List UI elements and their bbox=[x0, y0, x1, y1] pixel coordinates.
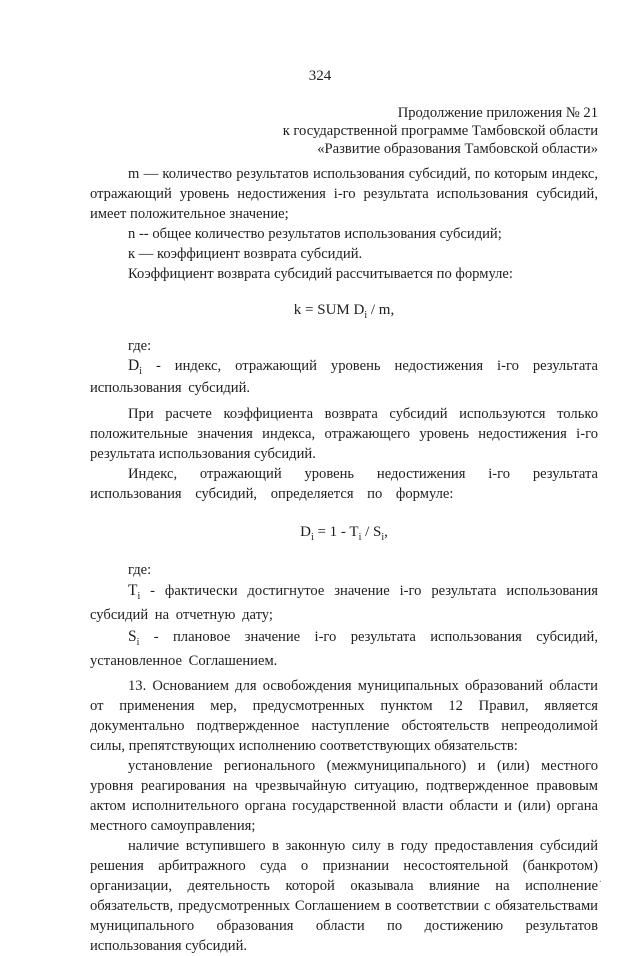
symbol-t: T bbox=[128, 582, 138, 599]
symbol-t-subscript: i bbox=[137, 591, 141, 602]
formula-k-lhs: k = SUM D bbox=[293, 302, 365, 318]
paragraph-positive-values: При расчете коэффициента возврата субсидий используются только положительные значения индекса, отражающего уровень недостижения i-го результата использования субсидий. bbox=[90, 406, 598, 462]
paragraph-si-definition bbox=[90, 626, 598, 672]
appendix-header bbox=[283, 104, 598, 158]
symbol-d-subscript: i bbox=[139, 366, 142, 377]
symbol-d: D bbox=[128, 357, 140, 374]
formula-k-subscript: i bbox=[364, 310, 368, 321]
formula-d-end: , bbox=[384, 524, 388, 540]
paragraph-where-2: где: bbox=[128, 562, 152, 578]
paragraph-index-intro: Индекс, отражающий уровень недостижения i-го результата использования субсидий, определяется по формуле: bbox=[90, 466, 598, 502]
si-definition-text: - плановое значение i-го результата использования субсидий, установленное Соглашением. bbox=[90, 629, 598, 669]
paragraph-bankruptcy: наличие вступившего в законную силу в году предоставления субсидий решения арбитражного суда о признании несостоятельной (банкротом) организации, деятельность которой оказывала влияние на исполнение обязательств, предусмотренных Соглашением в соответствии с обязательствами муниципального образования области по достижению результатов использования субсидий. bbox=[90, 838, 598, 954]
formula-d-d-subscript: i bbox=[310, 532, 314, 543]
paragraph-m-definition: m — количество результатов использования субсидий, по которым индекс, отражающий уровень недостижения i-го результата использования субсидий, имеет положительное значение; bbox=[90, 166, 598, 222]
paragraph-n-definition: n -- общее количество результатов использования субсидий; bbox=[128, 226, 502, 242]
paragraph-where-1: где: bbox=[128, 338, 152, 354]
formula-k bbox=[90, 300, 598, 322]
paragraph-k-formula-intro: Коэффициент возврата субсидий рассчитывается по формуле: bbox=[128, 266, 513, 282]
paragraph-ti-definition bbox=[90, 580, 598, 626]
formula-k-rhs: / m, bbox=[367, 302, 395, 318]
paragraph-di-definition bbox=[90, 356, 598, 398]
header-line-2: к государственной программе Тамбовской области bbox=[282, 123, 598, 139]
formula-d-div: / S bbox=[361, 524, 382, 540]
corner-mark: · bbox=[598, 877, 602, 888]
formula-d bbox=[90, 522, 598, 544]
header-line-3: «Развитие образования Тамбовской области» bbox=[317, 141, 598, 157]
symbol-s-subscript: i bbox=[136, 637, 140, 648]
formula-d-d: D bbox=[300, 524, 311, 540]
paragraph-emergency: установление регионального (межмуниципального) и (или) местного уровня реагирования на чрезвычайную ситуацию, подтвержденное правовым актом исполнительного органа государственной власти области и (или) органа местного самоуправления; bbox=[90, 758, 598, 834]
document-body bbox=[90, 164, 598, 956]
formula-d-mid: = 1 - T bbox=[313, 524, 359, 540]
paragraph-13: 13. Основанием для освобождения муниципальных образований области от применения мер, предусмотренных пунктом 12 Правил, является документально подтвержденное наступление обстоятельств непреодолимой силы, препятствующих исполнению соответствующих обязательств: bbox=[90, 678, 598, 754]
di-definition-text: - индекс, отражающий уровень недостижения i-го результата использования субсидий. bbox=[90, 358, 598, 396]
page-number: 324 bbox=[308, 68, 332, 84]
ti-definition-text: - фактически достигнутое значение i-го результата использования субсидий на отчетную дату; bbox=[90, 583, 598, 623]
symbol-s: S bbox=[128, 628, 137, 645]
paragraph-k-definition: к — коэффициент возврата субсидий. bbox=[128, 246, 363, 262]
formula-d-t-subscript: i bbox=[358, 532, 362, 543]
formula-d-s-subscript: i bbox=[381, 532, 385, 543]
header-line-1: Продолжение приложения № 21 bbox=[397, 105, 598, 121]
